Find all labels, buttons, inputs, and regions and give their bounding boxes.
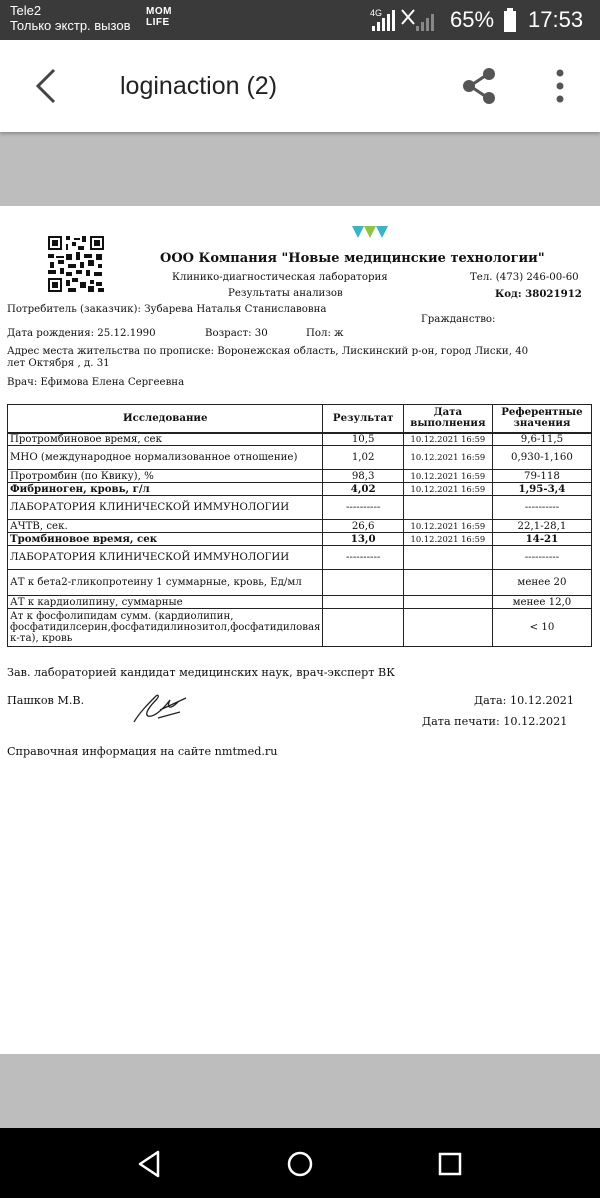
- cell-date: [403, 596, 492, 609]
- cell-reference: 79-118: [492, 470, 591, 483]
- cell-result: 13,0: [323, 533, 403, 546]
- cell-reference: 0,930-1,160: [492, 446, 591, 470]
- cell-test-name: МНО (международное нормализованное отношение): [8, 446, 323, 470]
- results-table: [7, 404, 592, 647]
- table-row: [8, 520, 592, 533]
- cell-date: 10.12.2021 16:59: [403, 446, 492, 470]
- cell-result: 1,02: [323, 446, 403, 470]
- patient-age: Возраст: 30: [205, 328, 268, 339]
- cell-reference: ----------: [492, 546, 591, 570]
- cell-date: 10.12.2021 16:59: [403, 470, 492, 483]
- signature-image: [130, 690, 188, 724]
- cell-test-name: Ат к фосфолипидам сумм. (кардиолипин, фосфатидилсерин,фосфатидилинозитол,фосфатидиловая к-та), кровь: [8, 609, 323, 647]
- cell-test-name: АТ к кардиолипину, суммарные: [8, 596, 323, 609]
- lab-name: Клинико-диагностическая лаборатория: [172, 272, 388, 283]
- consumer-name: Потребитель (заказчик): Зубарева Наталья Станиславовна: [7, 304, 327, 315]
- document-title: loginaction (2): [120, 72, 278, 100]
- cell-result: ----------: [323, 546, 403, 570]
- network-type-label: 4G: [370, 8, 383, 18]
- table-row: [8, 470, 592, 483]
- cell-date: [403, 546, 492, 570]
- cell-result: [323, 609, 403, 647]
- no-signal-icon: [402, 10, 434, 31]
- citizenship: Гражданство:: [421, 314, 496, 325]
- cell-reference: < 10: [492, 609, 591, 647]
- birth-date: Дата рождения: 25.12.1990: [7, 328, 156, 339]
- qr-code-icon: [48, 236, 104, 292]
- reference-info: Справочная информация на сайте nmtmed.ru: [7, 745, 278, 758]
- signal-wifi-icons: [368, 6, 448, 34]
- cell-test-name: ЛАБОРАТОРИЯ КЛИНИЧЕСКОЙ ИММУНОЛОГИИ: [8, 546, 323, 570]
- operator-logo: MOM LIFE: [146, 6, 172, 28]
- navigation-bar: [0, 1128, 600, 1198]
- cell-reference: 14-21: [492, 533, 591, 546]
- header-reference: Референтные значения: [492, 405, 591, 433]
- cell-date: [403, 609, 492, 647]
- cell-reference: менее 20: [492, 570, 591, 596]
- cell-result: 98,3: [323, 470, 403, 483]
- signer-name: Пашков М.В.: [7, 694, 85, 707]
- cell-test-name: ЛАБОРАТОРИЯ КЛИНИЧЕСКОЙ ИММУНОЛОГИИ: [8, 496, 323, 520]
- order-code: Код: 38021912: [495, 288, 582, 300]
- table-row: [8, 433, 592, 446]
- cell-date: 10.12.2021 16:59: [403, 520, 492, 533]
- nav-recents-icon[interactable]: [430, 1144, 470, 1184]
- cell-result: [323, 570, 403, 596]
- emergency-only-text: Только экстр. вызов: [10, 18, 131, 33]
- table-row: [8, 596, 592, 609]
- cell-result: ----------: [323, 496, 403, 520]
- address-line-2: лет Октября , д. 31: [7, 358, 110, 369]
- cell-reference: 1,95-3,4: [492, 483, 591, 496]
- table-row: [8, 533, 592, 546]
- cell-result: 4,02: [323, 483, 403, 496]
- cell-reference: ----------: [492, 496, 591, 520]
- cell-result: 10,5: [323, 433, 403, 446]
- nav-home-icon[interactable]: [280, 1144, 320, 1184]
- cell-date: [403, 496, 492, 520]
- clock: 17:53: [528, 7, 584, 32]
- print-date: Дата печати: 10.12.2021: [422, 715, 568, 728]
- patient-sex: Пол: ж: [306, 328, 344, 339]
- cell-result: [323, 596, 403, 609]
- table-row: [8, 546, 592, 570]
- header-result: Результат: [323, 405, 403, 433]
- cell-test-name: АЧТВ, сек.: [8, 520, 323, 533]
- table-row: [8, 570, 592, 596]
- cell-reference: 9,6-11,5: [492, 433, 591, 446]
- company-logo-icon: [352, 226, 388, 238]
- cell-test-name: Протромбиновое время, сек: [8, 433, 323, 446]
- cell-test-name: АТ к бета2-гликопротеину 1 суммарные, кровь, Ед/мл: [8, 570, 323, 596]
- lab-phone: Тел. (473) 246-00-60: [470, 272, 579, 283]
- share-icon[interactable]: [460, 66, 500, 106]
- result-date: Дата: 10.12.2021: [474, 694, 575, 707]
- doctor-name: Врач: Ефимова Елена Сергеевна: [7, 377, 185, 388]
- carrier-info: [10, 3, 130, 33]
- app-bar: [0, 40, 600, 132]
- cell-result: 26,6: [323, 520, 403, 533]
- table-row: [8, 609, 592, 647]
- battery-icon: [504, 8, 516, 32]
- company-name: ООО Компания "Новые медицинские технологии": [160, 251, 545, 266]
- head-of-lab: Зав. лабораторией кандидат медицинских наук, врач-эксперт ВК: [7, 666, 395, 679]
- table-row: [8, 483, 592, 496]
- address-line-1: Адрес места жительства по прописке: Воронежская область, Лискинский р-он, город Лиски, 40: [7, 346, 529, 357]
- cell-test-name: Протромбин (по Квику), %: [8, 470, 323, 483]
- header-test: Исследование: [8, 405, 323, 433]
- cell-date: 10.12.2021 16:59: [403, 483, 492, 496]
- cell-date: 10.12.2021 16:59: [403, 433, 492, 446]
- header-date: Дата выполнения: [403, 405, 492, 433]
- cell-date: 10.12.2021 16:59: [403, 533, 492, 546]
- table-row: [8, 446, 592, 470]
- table-row: [8, 496, 592, 520]
- cell-reference: менее 12,0: [492, 596, 591, 609]
- table-header-row: [8, 405, 592, 433]
- battery-percent: 65%: [450, 7, 495, 32]
- arrow-back-icon[interactable]: [24, 64, 68, 108]
- more-vert-icon[interactable]: [542, 66, 578, 106]
- cell-test-name: Фибриноген, кровь, г/л: [8, 483, 323, 496]
- cell-reference: 22,1-28,1: [492, 520, 591, 533]
- cell-date: [403, 570, 492, 596]
- carrier-name: Tele2: [10, 3, 42, 18]
- status-bar: [0, 0, 600, 40]
- cell-test-name: Тромбиновое время, сек: [8, 533, 323, 546]
- nav-back-icon[interactable]: [130, 1144, 170, 1184]
- document-page[interactable]: [0, 206, 600, 1054]
- document-subtitle: Результаты анализов: [228, 288, 343, 299]
